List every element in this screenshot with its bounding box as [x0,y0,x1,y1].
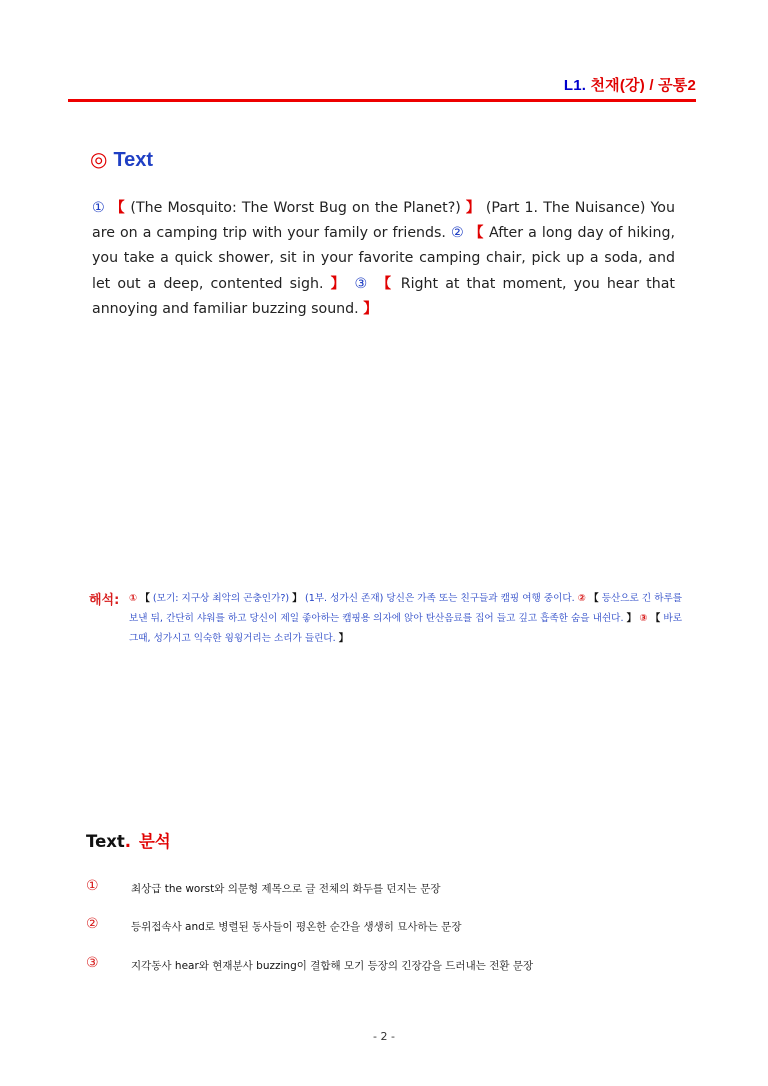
sentence-text: After a long day of hiking, you take a quick shower, sit in your favorite camping chair, pick up a soda, and let out a deep, contented sigh. [92,225,675,292]
sentence-text: (The Mosquito: The Worst Bug on the Planet?) [125,200,466,216]
analysis-item-number: ③ [86,955,99,971]
bracket-open: 【 [110,200,126,216]
sentence-number: ② [577,593,586,604]
analysis-item-text: 지각동사 hear와 현재분사 buzzing이 결합해 모기 등장의 긴장감을 드러내는 전환 문장 [131,960,534,972]
text-section-title [90,147,153,172]
double-circle-icon: ◎ [90,149,108,171]
bracket-open: 【 [469,225,484,242]
page-header [564,74,696,95]
sentence-text: 등산으로 긴 하루를 보낸 뒤, 간단히 샤워를 하고 당신이 제일 좋아하는 캠핑용 의자에 앉아 탄산음료를 집어 들고 깊고 흡족한 숨을 내쉰다. [129,593,683,624]
bracket-close: 】 [626,613,637,624]
bracket-open: 【 [589,593,599,604]
page-number: - 2 - [373,1030,395,1043]
bracket-close: 】 [465,200,481,216]
lesson-number: L1. [563,77,587,94]
bracket-close: 】 [330,275,348,292]
analysis-item-number: ① [86,878,99,894]
sentence-text: (모기: 지구상 최악의 곤충인가?) [149,593,293,604]
translation-label: 해석: [89,593,120,608]
bracket-close: 】 [292,593,302,604]
analysis-item-text: 최상급 the worst와 의문형 제목으로 글 전체의 화두를 던지는 문장 [131,883,441,895]
text-section-title-label: Text [113,149,154,171]
sentence-number: ③ [354,275,370,292]
bracket-close: 】 [338,633,349,644]
publisher-name: 천재(강) [590,77,645,94]
sentence-number: ② [450,225,465,242]
sentence-number: ① [129,593,138,604]
analysis-title-kor: 분석 [138,832,171,851]
sentence-text: Right at that moment, you hear that annoying and familiar buzzing sound. [92,275,675,317]
bracket-close: 】 [363,300,378,317]
analysis-item-text: 등위접속사 and로 병렬된 동사들이 평온한 순간을 생생히 묘사하는 문장 [131,921,462,933]
english-passage [92,196,675,322]
header-separator: / [644,77,659,94]
sentence-number: ① [92,200,106,216]
sentence-trail: (1부. 성가신 존재) 당신은 가족 또는 친구들과 캠핑 여행 중이다. [301,593,578,604]
sentence-number: ③ [639,613,648,624]
sentence-text: 바로 그때, 성가시고 익숙한 윙윙거리는 소리가 들린다. [129,613,682,644]
bracket-open: 【 [140,593,150,604]
course-name: 공통2 [658,77,696,94]
analysis-title-en: Text [86,832,125,851]
translation-text [129,589,682,649]
analysis-section-title [86,828,171,852]
header-divider [68,99,696,102]
bracket-open: 【 [650,613,661,624]
analysis-title-dot: . [124,832,132,851]
analysis-item-number: ② [86,916,99,932]
bracket-open: 【 [376,275,394,292]
sentence-trail: (Part 1. The Nuisance) You are on a camping trip with your family or friends. [92,200,675,242]
